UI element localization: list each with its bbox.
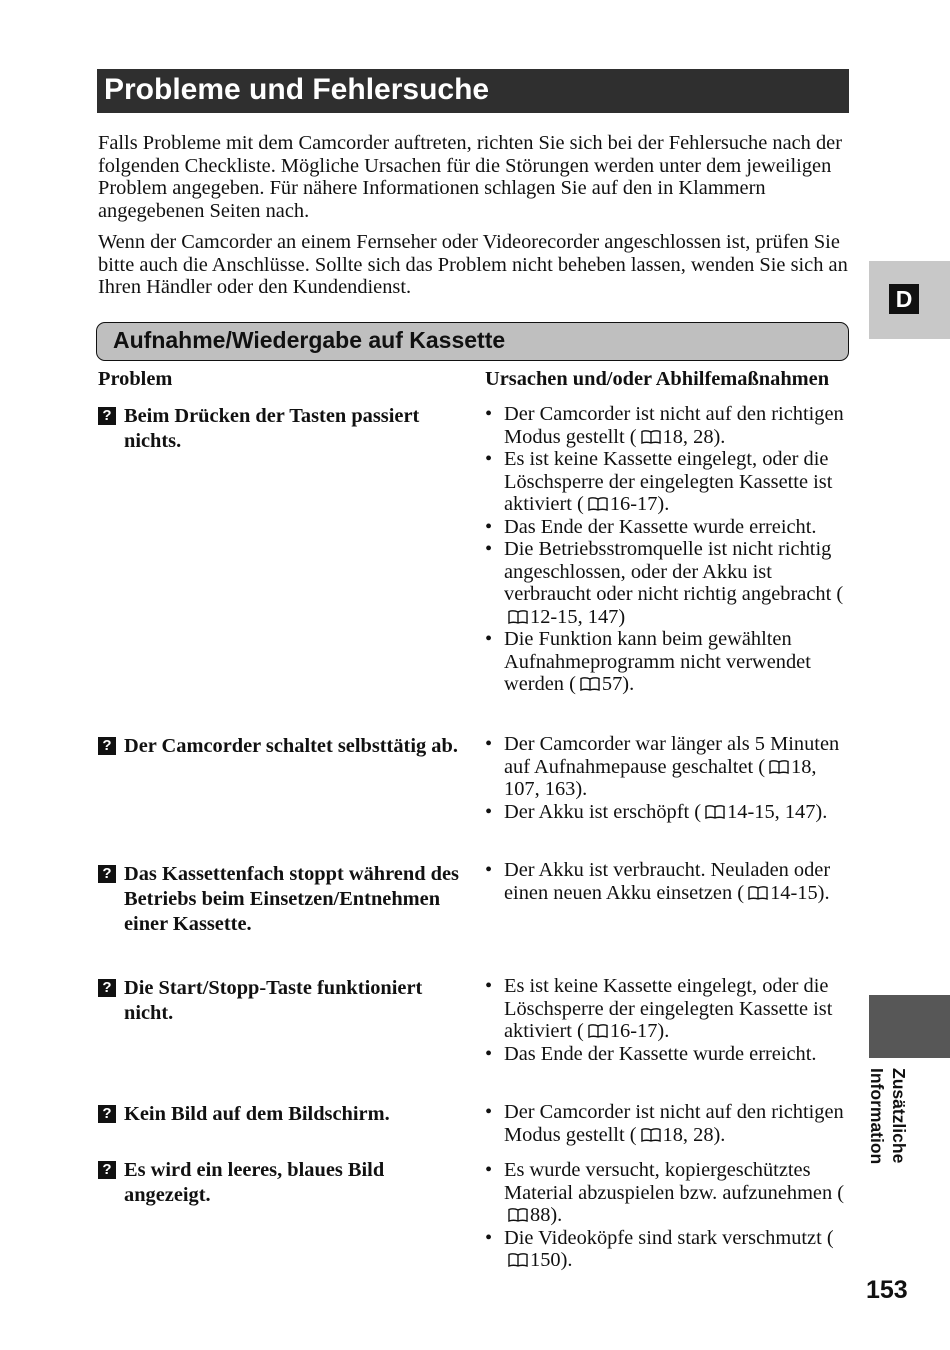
section-header	[96, 322, 849, 361]
cause-text: Der Camcorder war länger als 5 Minuten auf Aufnahmepause geschaltet (	[504, 733, 840, 778]
cause-item	[484, 516, 856, 539]
side-section-label-text: Zusätzliche Information	[867, 1068, 909, 1165]
cause-item	[484, 975, 856, 1043]
section-marker-block	[869, 995, 950, 1058]
cause-list	[484, 1159, 856, 1272]
problem-text: Die Start/Stopp-Taste funktioniert nicht.	[124, 977, 423, 1024]
problem-text: Es wird ein leeres, blaues Bild angezeigt.	[124, 1159, 385, 1206]
problem-text: Beim Drücken der Tasten passiert nichts.	[124, 405, 420, 452]
book-icon	[641, 1125, 661, 1139]
page-reference: 16-17).	[609, 493, 670, 515]
cause-text: Die Betriebsstromquelle ist nicht richtig angeschlossen, oder der Akku ist verbraucht oder nicht richtig angebracht (	[504, 538, 844, 605]
side-section-label	[866, 1068, 914, 1188]
language-tab	[869, 261, 950, 339]
cause-item	[484, 733, 856, 801]
column-header-causes: Ursachen und/oder Abhilfemaßnahmen	[485, 368, 830, 390]
problem-item	[98, 404, 468, 454]
cause-text: Das Ende der Kassette wurde erreicht.	[504, 515, 817, 538]
cause-item	[484, 801, 856, 824]
cause-item	[484, 1159, 856, 1227]
book-icon	[508, 1250, 528, 1264]
problem-text: Kein Bild auf dem Bildschirm.	[124, 1103, 390, 1125]
problem-item	[98, 1102, 468, 1127]
page-reference: 150).	[530, 1249, 573, 1271]
section-title: Aufnahme/Wiedergabe auf Kassette	[113, 327, 506, 353]
book-icon	[588, 494, 608, 508]
book-icon	[748, 883, 768, 897]
intro-paragraph: Wenn der Camcorder an einem Fernseher oder Videorecorder angeschlossen ist, prüfen Sie bitte auch die Anschlüsse. Sollte sich das Problem nicht beheben lassen, wenden Sie sich an Ihren Händler oder den Kundendienst.	[98, 231, 848, 299]
cause-item	[484, 538, 856, 628]
page-reference: 16-17).	[609, 1020, 670, 1042]
cause-list	[484, 733, 856, 823]
cause-list	[484, 1101, 856, 1146]
page-reference: 88).	[530, 1204, 563, 1226]
cause-item	[484, 1101, 856, 1146]
book-icon	[705, 802, 725, 816]
problem-item	[98, 734, 468, 759]
book-icon	[769, 757, 789, 771]
cause-text: Es ist keine Kassette eingelegt, oder die Löschsperre der eingelegten Kassette ist aktiviert (	[504, 975, 833, 1042]
cause-text: Der Akku ist verbraucht. Neuladen oder einen neuen Akku einsetzen (	[504, 859, 831, 904]
question-icon: ?	[98, 865, 116, 883]
cause-text: Der Camcorder ist nicht auf den richtigen Modus gestellt (	[504, 1101, 844, 1146]
problem-item	[98, 1158, 468, 1208]
cause-text: Die Videoköpfe sind stark verschmutzt (	[504, 1226, 834, 1249]
problem-text: Das Kassettenfach stoppt während des Betriebs beim Einsetzen/Entnehmen einer Kassette.	[124, 863, 459, 935]
problem-item	[98, 862, 468, 937]
book-icon	[580, 674, 600, 688]
cause-text: Es wurde versucht, kopiergeschütztes Material abzuspielen bzw. aufzunehmen (	[504, 1159, 845, 1204]
cause-list	[484, 975, 856, 1065]
page-reference: 12-15, 147)	[530, 605, 626, 628]
problem-item	[98, 976, 468, 1026]
page-reference: 57).	[601, 673, 635, 695]
page-reference: 18, 28).	[662, 1123, 726, 1146]
cause-item	[484, 859, 856, 904]
cause-item	[484, 1043, 856, 1066]
language-tab-label: D	[889, 284, 919, 314]
question-icon: ?	[98, 737, 116, 755]
cause-text: Das Ende der Kassette wurde erreicht.	[504, 1042, 817, 1065]
question-icon: ?	[98, 407, 116, 425]
page-title: Probleme und Fehlersuche	[104, 73, 490, 106]
page-reference: 14-15).	[770, 881, 830, 904]
page-reference: 18, 107, 163).	[504, 755, 817, 800]
cause-item	[484, 628, 856, 696]
cause-text: Der Camcorder ist nicht auf den richtigen Modus gestellt (	[504, 403, 844, 448]
page-number: 153	[866, 1276, 908, 1304]
problem-text: Der Camcorder schaltet selbsttätig ab.	[124, 735, 458, 757]
cause-list	[484, 859, 856, 904]
page-reference: 18, 28).	[662, 425, 726, 448]
book-icon	[641, 427, 661, 441]
cause-item	[484, 403, 856, 448]
book-icon	[588, 1021, 608, 1035]
cause-text: Es ist keine Kassette eingelegt, oder die Löschsperre der eingelegten Kassette ist aktiviert (	[504, 448, 833, 515]
question-icon: ?	[98, 1161, 116, 1179]
question-icon: ?	[98, 1105, 116, 1123]
question-icon: ?	[98, 979, 116, 997]
page-reference: 14-15, 147).	[727, 800, 828, 823]
cause-item	[484, 448, 856, 516]
column-header-problem: Problem	[98, 368, 173, 390]
cause-text: Die Funktion kann beim gewählten Aufnahmeprogramm nicht verwendet werden (	[504, 628, 811, 695]
cause-list	[484, 403, 856, 696]
book-icon	[508, 1205, 528, 1219]
page-title-bar	[97, 69, 849, 113]
intro-paragraph: Falls Probleme mit dem Camcorder auftreten, richten Sie sich bei der Fehlersuche nach der folgenden Checkliste. Mögliche Ursachen für die Störungen werden unter dem jeweiligen Problem angegeben. Für nähere Informationen schlagen Sie auf den in Klammern angegebenen Seiten nach.	[98, 132, 843, 222]
cause-item	[484, 1227, 856, 1272]
cause-text: Der Akku ist erschöpft (	[504, 800, 702, 823]
book-icon	[508, 607, 528, 621]
